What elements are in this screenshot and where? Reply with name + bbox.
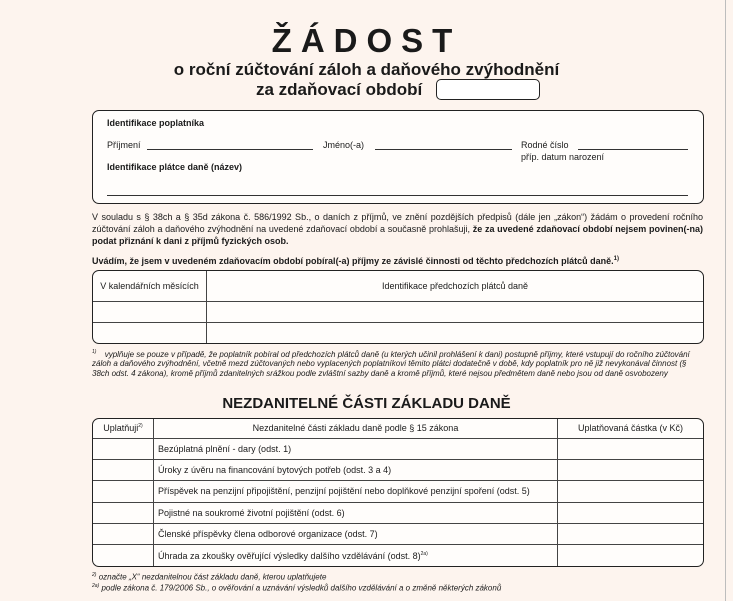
identification-section-label: Identifikace poplatníka [107, 118, 205, 128]
apply-checkbox-cell[interactable] [93, 545, 154, 566]
col-part-header: Nezdanitelné části základu daně podle § 15 zákona [154, 419, 558, 438]
col-months-header: V kalendářních měsících [93, 271, 207, 301]
amount-cell[interactable] [558, 523, 704, 544]
deductions-title: NEZDANITELNÉ ČÁSTI ZÁKLADU DANĚ [222, 395, 511, 412]
deduction-label-text: Úhrada za zkoušky ověřující výsledky dalšího vzdělávání (odst. 8) [158, 550, 421, 561]
footnote-2a-mark: 2a) [92, 583, 100, 590]
deduction-label-text: Příspěvek na penzijní připojištění, penzijní pojištění nebo doplňkové penzijní spoření (odst. 5) [158, 486, 530, 497]
deduction-label-text: Úroky z úvěru na financování bytových potřeb (odst. 3 a 4) [158, 465, 392, 476]
period-label: za zdaňovací období [256, 80, 423, 99]
deduction-label [154, 460, 558, 481]
months-cell[interactable] [93, 301, 207, 322]
apply-checkbox-cell[interactable] [93, 523, 154, 544]
col-apply-footnote-mark: 2) [138, 423, 143, 430]
amount-cell[interactable] [558, 460, 704, 481]
deduction-label-text: Pojistné na soukromé životní pojištění (odst. 6) [158, 507, 345, 518]
table-row [93, 523, 703, 544]
declaration-bold: že za uvedené zdaňovací období nejsem povinen(-na) podat přiznání k dani z příjmů fyzických osob. [92, 224, 703, 246]
birth-date-label: příp. datum narození [521, 152, 605, 162]
declaration-text [92, 211, 703, 247]
deductions-table [92, 418, 704, 567]
col-amount-header: Uplatňovaná částka (v Kč) [558, 419, 704, 438]
deduction-footnote-mark: 2a) [420, 550, 428, 557]
apply-checkbox-cell[interactable] [93, 502, 154, 523]
page-title: ŽÁDOST [271, 22, 462, 59]
prev-payers-statement [92, 253, 703, 267]
deduction-label [154, 438, 558, 459]
declaration-normal: V souladu s § 38ch a § 35d zákona č. 586/1992 Sb., o daních z příjmů, ve znění pozdějších předpisů (dále jen „zákon“) žádám o provedení ročního zúčtování záloh a daňového zvýhodnění na uvedené zdaňovací období a současně prohlašuji, [92, 212, 703, 234]
footnote-2-mark: 2) [92, 572, 97, 578]
deduction-label-text: Bezúplatná plnění - dary (odst. 1) [158, 443, 292, 454]
prev-payers-footnote-mark: 1) [613, 256, 619, 262]
table-row [93, 322, 703, 343]
table-row [93, 481, 703, 502]
apply-checkbox-cell[interactable] [93, 481, 154, 502]
table-row [93, 460, 703, 481]
col-apply-label: Uplatňuji [103, 423, 139, 434]
footnote-2-text: označte „X“ nezdanitelnou část základu daně, kterou uplatňujete [98, 572, 327, 582]
table-row [93, 301, 703, 322]
deduction-label [154, 502, 558, 523]
footnote-2a [92, 582, 703, 593]
col-identification-header: Identifikace předchozích plátců daně [207, 271, 704, 301]
footnote-1 [92, 348, 703, 378]
apply-checkbox-cell[interactable] [93, 438, 154, 459]
amount-cell[interactable] [558, 545, 704, 566]
surname-field[interactable] [147, 149, 313, 150]
birth-number-field[interactable] [578, 149, 688, 150]
footnote-1-mark: 1) [92, 349, 97, 355]
identification-box [92, 110, 704, 204]
payer-cell[interactable] [207, 322, 704, 343]
footnotes-bottom [92, 571, 703, 593]
firstname-field[interactable] [375, 149, 512, 150]
amount-cell[interactable] [558, 481, 704, 502]
footnote-2 [92, 571, 703, 582]
payer-label: Identifikace plátce daně (název) [107, 162, 243, 172]
prev-payers-statement-text: Uvádím, že jsem v uvedeném zdaňovacím období pobíral(-a) příjmy ze závislé činnosti od těchto předchozích plátců daně. [92, 256, 614, 266]
apply-checkbox-cell[interactable] [93, 460, 154, 481]
table-row [93, 545, 703, 566]
page-subtitle: o roční zúčtování záloh a daňového zvýhodnění [173, 60, 560, 79]
deduction-label [154, 545, 558, 566]
col-apply-header [93, 419, 154, 438]
deduction-label [154, 481, 558, 502]
months-cell[interactable] [93, 322, 207, 343]
birth-number-label: Rodné číslo [521, 140, 569, 150]
footnote-2a-text: podle zákona č. 179/2006 Sb., o ověřování a uznávání výsledků dalšího vzdělávání a o změně některých zákonů [101, 583, 502, 593]
footnote-1-text: vyplňuje se pouze v případě, že poplatník pobíral od předchozích plátců daně (u kterých učinil prohlášení k dani) postupně příjmy, které vstupují do ročního zúčtování záloh a daňového zvýhodnění, včetně mezd zúčtovaných nebo vyplacených poplatníkovi těmito plátci dodatečně v době, kdy poplatník pro ně již nevykonával činnost (§ 38ch odst. 4 zákona), kromě příjmů zdanitelných srážkou podle zvláštní sazby daně a kromě příjmů, které nejsou předmětem daně nebo jsou od daně osvobozeny [92, 349, 690, 378]
table-row [93, 438, 703, 459]
deduction-label [154, 523, 558, 544]
surname-label: Příjmení [107, 140, 141, 150]
firstname-label: Jméno(-a) [323, 140, 365, 150]
payer-field[interactable] [107, 195, 688, 196]
amount-cell[interactable] [558, 438, 704, 459]
period-input[interactable] [436, 79, 540, 100]
payer-cell[interactable] [207, 301, 704, 322]
table-row [93, 502, 703, 523]
prev-payers-table [92, 270, 704, 344]
amount-cell[interactable] [558, 502, 704, 523]
deduction-label-text: Členské příspěvky člena odborové organizace (odst. 7) [158, 529, 378, 540]
